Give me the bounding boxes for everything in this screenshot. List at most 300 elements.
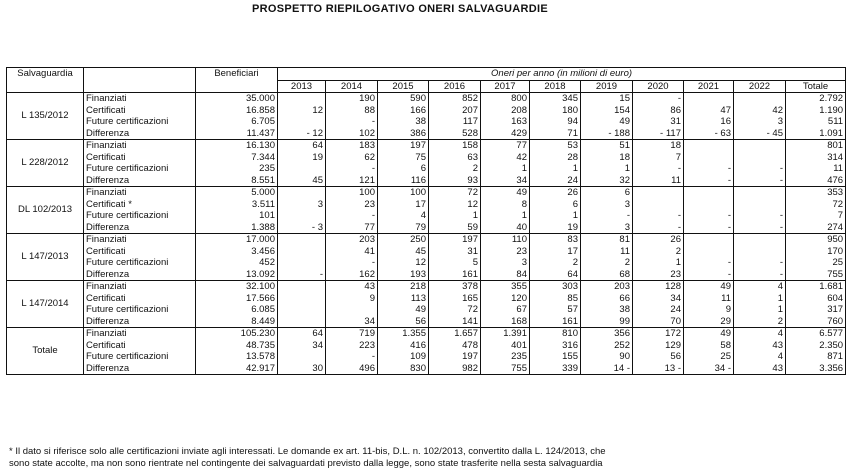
value-cell: 590	[378, 93, 429, 105]
value-cell: 43	[326, 281, 378, 293]
value-cell: 416	[378, 340, 429, 352]
value-cell: 6.577	[786, 328, 846, 340]
value-cell	[734, 234, 786, 246]
value-cell: 51	[581, 140, 633, 152]
beneficiari-cell: 8.449	[196, 316, 278, 328]
value-cell: 43	[734, 340, 786, 352]
value-cell: 120	[481, 293, 530, 305]
value-cell: 23	[633, 269, 684, 281]
value-cell: 476	[786, 175, 846, 187]
beneficiari-cell: 452	[196, 257, 278, 269]
value-cell: 2	[734, 316, 786, 328]
table-row	[7, 328, 846, 340]
table-row	[7, 163, 846, 175]
value-cell: 56	[378, 316, 429, 328]
value-cell: 801	[786, 140, 846, 152]
value-cell: 26	[530, 187, 581, 199]
row-category: Differenza	[84, 316, 196, 328]
value-cell: 34	[326, 316, 378, 328]
row-category: Certificati	[84, 152, 196, 164]
value-cell: 121	[326, 175, 378, 187]
value-cell	[278, 163, 326, 175]
value-cell: -	[326, 163, 378, 175]
value-cell: 70	[633, 316, 684, 328]
value-cell: 356	[581, 328, 633, 340]
value-cell: 34	[633, 293, 684, 305]
header-year-2018: 2018	[530, 80, 581, 93]
value-cell: 1	[481, 210, 530, 222]
table-row	[7, 175, 846, 187]
value-cell: 12	[429, 199, 481, 211]
value-cell: -	[684, 163, 734, 175]
value-cell: 128	[633, 281, 684, 293]
header-year-2013: 2013	[278, 80, 326, 93]
value-cell: -	[734, 175, 786, 187]
value-cell: 43	[734, 363, 786, 375]
value-cell: 72	[786, 199, 846, 211]
value-cell: 11	[684, 293, 734, 305]
value-cell: 93	[429, 175, 481, 187]
value-cell: 183	[326, 140, 378, 152]
value-cell: 2.350	[786, 340, 846, 352]
value-cell: 6	[581, 187, 633, 199]
value-cell: 18	[633, 140, 684, 152]
value-cell: 274	[786, 222, 846, 234]
table-row	[7, 140, 846, 152]
value-cell: 5	[429, 257, 481, 269]
value-cell: 429	[481, 128, 530, 140]
table-row	[7, 316, 846, 328]
value-cell	[734, 140, 786, 152]
value-cell: 66	[581, 293, 633, 305]
row-category: Differenza	[84, 128, 196, 140]
header-oneri	[278, 68, 846, 81]
row-category: Differenza	[84, 175, 196, 187]
value-cell: 102	[326, 128, 378, 140]
value-cell: 2	[581, 257, 633, 269]
table-body	[7, 68, 846, 375]
value-cell	[734, 246, 786, 258]
row-category: Future certificazioni	[84, 163, 196, 175]
value-cell: 1	[633, 257, 684, 269]
value-cell: 11	[786, 163, 846, 175]
value-cell: 2	[429, 163, 481, 175]
row-category: Certificati *	[84, 199, 196, 211]
value-cell: 19	[530, 222, 581, 234]
value-cell	[278, 234, 326, 246]
row-category: Finanziati	[84, 234, 196, 246]
value-cell: 58	[684, 340, 734, 352]
beneficiari-cell: 42.917	[196, 363, 278, 375]
beneficiari-cell: 17.000	[196, 234, 278, 246]
value-cell: 45	[278, 175, 326, 187]
value-cell: 1.657	[429, 328, 481, 340]
value-cell: 25	[684, 351, 734, 363]
value-cell: 17	[530, 246, 581, 258]
group-label: L 228/2012	[7, 140, 84, 187]
value-cell: 45	[378, 246, 429, 258]
header-year-totale: Totale	[786, 80, 846, 93]
value-cell: 49	[481, 187, 530, 199]
value-cell: 11	[633, 175, 684, 187]
value-cell: 3.356	[786, 363, 846, 375]
group-label: L 135/2012	[7, 93, 84, 140]
value-cell: 4	[734, 328, 786, 340]
value-cell: 852	[429, 93, 481, 105]
row-category: Certificati	[84, 340, 196, 352]
value-cell: 163	[481, 116, 530, 128]
value-cell: 1	[429, 210, 481, 222]
value-cell: 6	[378, 163, 429, 175]
value-cell: -	[734, 163, 786, 175]
value-cell: 49	[378, 304, 429, 316]
beneficiari-cell: 32.100	[196, 281, 278, 293]
value-cell: 30	[278, 363, 326, 375]
value-cell: 755	[481, 363, 530, 375]
value-cell: 317	[786, 304, 846, 316]
value-cell: 511	[786, 116, 846, 128]
row-category: Future certificazioni	[84, 304, 196, 316]
table-row	[7, 105, 846, 117]
value-cell: 203	[326, 234, 378, 246]
row-category: Future certificazioni	[84, 210, 196, 222]
value-cell: 180	[530, 105, 581, 117]
value-cell: 141	[429, 316, 481, 328]
table-row	[7, 210, 846, 222]
value-cell: 15	[581, 93, 633, 105]
value-cell: 250	[378, 234, 429, 246]
value-cell: 34	[481, 175, 530, 187]
value-cell: 23	[481, 246, 530, 258]
value-cell: - 63	[684, 128, 734, 140]
value-cell: 871	[786, 351, 846, 363]
value-cell: 75	[378, 152, 429, 164]
value-cell: 83	[530, 234, 581, 246]
value-cell: 99	[581, 316, 633, 328]
value-cell: 378	[429, 281, 481, 293]
value-cell: 110	[481, 234, 530, 246]
value-cell: 56	[633, 351, 684, 363]
header-row	[7, 68, 846, 81]
value-cell: - 3	[278, 222, 326, 234]
value-cell: -	[326, 351, 378, 363]
row-category: Finanziati	[84, 281, 196, 293]
value-cell: 604	[786, 293, 846, 305]
value-cell: 1	[734, 293, 786, 305]
value-cell: 197	[429, 351, 481, 363]
value-cell	[278, 187, 326, 199]
summary-table	[6, 67, 846, 375]
value-cell: 190	[326, 93, 378, 105]
beneficiari-cell: 235	[196, 163, 278, 175]
value-cell: 41	[326, 246, 378, 258]
value-cell: 79	[378, 222, 429, 234]
value-cell: - 117	[633, 128, 684, 140]
value-cell	[633, 199, 684, 211]
value-cell: 84	[481, 269, 530, 281]
value-cell: - 12	[278, 128, 326, 140]
value-cell: 982	[429, 363, 481, 375]
row-category: Future certificazioni	[84, 116, 196, 128]
row-category: Certificati	[84, 293, 196, 305]
value-cell: 38	[378, 116, 429, 128]
value-cell: 100	[378, 187, 429, 199]
table-row	[7, 116, 846, 128]
value-cell: 755	[786, 269, 846, 281]
row-category: Finanziati	[84, 140, 196, 152]
beneficiari-cell: 16.130	[196, 140, 278, 152]
header-oneri-label: Oneri per anno (in milioni di euro)	[491, 68, 633, 79]
value-cell: 3	[278, 199, 326, 211]
value-cell	[684, 234, 734, 246]
value-cell: 316	[530, 340, 581, 352]
value-cell: 353	[786, 187, 846, 199]
value-cell: 68	[581, 269, 633, 281]
value-cell: 26	[633, 234, 684, 246]
value-cell: -	[633, 163, 684, 175]
value-cell	[684, 152, 734, 164]
value-cell: 166	[378, 105, 429, 117]
value-cell: 235	[481, 351, 530, 363]
beneficiari-cell: 105.230	[196, 328, 278, 340]
beneficiari-cell: 5.000	[196, 187, 278, 199]
value-cell: 64	[278, 140, 326, 152]
value-cell	[278, 351, 326, 363]
value-cell: 117	[429, 116, 481, 128]
table-row	[7, 281, 846, 293]
beneficiari-cell: 7.344	[196, 152, 278, 164]
value-cell: 29	[684, 316, 734, 328]
value-cell: 25	[786, 257, 846, 269]
value-cell: 62	[326, 152, 378, 164]
row-category: Certificati	[84, 246, 196, 258]
header-year-2021: 2021	[684, 80, 734, 93]
value-cell	[684, 199, 734, 211]
value-cell: 355	[481, 281, 530, 293]
beneficiari-cell: 6.085	[196, 304, 278, 316]
value-cell: 528	[429, 128, 481, 140]
value-cell: 19	[278, 152, 326, 164]
value-cell: 1.190	[786, 105, 846, 117]
value-cell: -	[684, 210, 734, 222]
value-cell: 223	[326, 340, 378, 352]
value-cell: 72	[429, 187, 481, 199]
value-cell: 8	[481, 199, 530, 211]
value-cell: -	[684, 257, 734, 269]
value-cell: -	[684, 269, 734, 281]
table-row	[7, 269, 846, 281]
value-cell: 34	[278, 340, 326, 352]
beneficiari-cell: 35.000	[196, 93, 278, 105]
value-cell: 252	[581, 340, 633, 352]
footnote	[9, 446, 794, 470]
value-cell: 85	[530, 293, 581, 305]
value-cell: 3	[581, 199, 633, 211]
value-cell: 1	[530, 163, 581, 175]
value-cell: -	[633, 93, 684, 105]
beneficiari-cell: 16.858	[196, 105, 278, 117]
value-cell: 208	[481, 105, 530, 117]
value-cell: 18	[581, 152, 633, 164]
value-cell: 67	[481, 304, 530, 316]
value-cell: 94	[530, 116, 581, 128]
header-year-2016: 2016	[429, 80, 481, 93]
footnote-line-2: sono state accolte, ma non sono rientrate nel contingente dei salvaguardati previsto dalla legge, sono state trasferite nella sesta salvaguardia	[9, 458, 603, 469]
value-cell	[278, 246, 326, 258]
value-cell: 1	[530, 210, 581, 222]
value-cell: 950	[786, 234, 846, 246]
value-cell: 218	[378, 281, 429, 293]
value-cell: 207	[429, 105, 481, 117]
value-cell: -	[684, 222, 734, 234]
beneficiari-cell: 3.456	[196, 246, 278, 258]
value-cell: 88	[326, 105, 378, 117]
value-cell: 31	[633, 116, 684, 128]
value-cell: 161	[530, 316, 581, 328]
value-cell: 64	[278, 328, 326, 340]
table-row	[7, 257, 846, 269]
value-cell: 113	[378, 293, 429, 305]
value-cell: 38	[581, 304, 633, 316]
table-row	[7, 351, 846, 363]
value-cell: 63	[429, 152, 481, 164]
value-cell: -	[326, 210, 378, 222]
footnote-line-1: * Il dato si riferisce solo alle certificazioni inviate agli interessati. Le domande ex art. 11-bis, D.L. n. 102/2013, convertito dalla L. 124/2013, che	[9, 446, 606, 457]
value-cell: - 188	[581, 128, 633, 140]
value-cell: 4	[378, 210, 429, 222]
value-cell: 72	[429, 304, 481, 316]
group-label: Totale	[7, 328, 84, 375]
value-cell: 129	[633, 340, 684, 352]
value-cell: 32	[581, 175, 633, 187]
header-salvaguardia: Salvaguardia	[7, 68, 84, 93]
value-cell: 49	[684, 281, 734, 293]
table-row	[7, 246, 846, 258]
group-label: DL 102/2013	[7, 187, 84, 234]
value-cell: 24	[530, 175, 581, 187]
value-cell: 303	[530, 281, 581, 293]
value-cell: 172	[633, 328, 684, 340]
value-cell: 386	[378, 128, 429, 140]
value-cell: 77	[326, 222, 378, 234]
value-cell: 2	[633, 246, 684, 258]
beneficiari-cell: 13.092	[196, 269, 278, 281]
row-category: Future certificazioni	[84, 257, 196, 269]
row-category: Differenza	[84, 363, 196, 375]
value-cell: 1	[734, 304, 786, 316]
value-cell: 12	[278, 105, 326, 117]
value-cell: -	[326, 257, 378, 269]
value-cell: -	[734, 222, 786, 234]
value-cell: 100	[326, 187, 378, 199]
beneficiari-cell: 3.511	[196, 199, 278, 211]
value-cell: 810	[530, 328, 581, 340]
value-cell: 6	[530, 199, 581, 211]
value-cell: 1.355	[378, 328, 429, 340]
value-cell: 116	[378, 175, 429, 187]
value-cell	[278, 257, 326, 269]
value-cell: 23	[326, 199, 378, 211]
value-cell: -	[684, 175, 734, 187]
header-year-2022: 2022	[734, 80, 786, 93]
value-cell: -	[633, 222, 684, 234]
value-cell: 34 -	[684, 363, 734, 375]
value-cell	[278, 281, 326, 293]
value-cell: 57	[530, 304, 581, 316]
value-cell	[734, 199, 786, 211]
value-cell	[278, 293, 326, 305]
header-year-2017: 2017	[481, 80, 530, 93]
value-cell: 12	[378, 257, 429, 269]
value-cell	[684, 93, 734, 105]
value-cell: 7	[786, 210, 846, 222]
value-cell: 155	[530, 351, 581, 363]
value-cell: -	[278, 269, 326, 281]
header-blank	[84, 68, 196, 93]
value-cell: 49	[581, 116, 633, 128]
header-year-2020: 2020	[633, 80, 684, 93]
value-cell	[684, 246, 734, 258]
page-title: PROSPETTO RIEPILOGATIVO ONERI SALVAGUARDIE	[252, 3, 548, 15]
row-category: Differenza	[84, 269, 196, 281]
value-cell: 339	[530, 363, 581, 375]
beneficiari-cell: 11.437	[196, 128, 278, 140]
group-label: L 147/2013	[7, 234, 84, 281]
beneficiari-cell: 17.566	[196, 293, 278, 305]
value-cell: 197	[429, 234, 481, 246]
value-cell: 1.091	[786, 128, 846, 140]
value-cell: -	[734, 257, 786, 269]
value-cell: 4	[734, 281, 786, 293]
value-cell	[278, 93, 326, 105]
table-row	[7, 187, 846, 199]
value-cell: 314	[786, 152, 846, 164]
header-year-2015: 2015	[378, 80, 429, 93]
value-cell: 1.681	[786, 281, 846, 293]
value-cell: 161	[429, 269, 481, 281]
table-row	[7, 293, 846, 305]
value-cell: 77	[481, 140, 530, 152]
value-cell: 14 -	[581, 363, 633, 375]
table-row	[7, 128, 846, 140]
beneficiari-cell: 48.735	[196, 340, 278, 352]
value-cell: 496	[326, 363, 378, 375]
value-cell: 53	[530, 140, 581, 152]
value-cell	[734, 187, 786, 199]
value-cell: 9	[326, 293, 378, 305]
value-cell: -	[734, 210, 786, 222]
value-cell: 81	[581, 234, 633, 246]
value-cell: 3	[734, 116, 786, 128]
value-cell: 203	[581, 281, 633, 293]
value-cell: 800	[481, 93, 530, 105]
value-cell: 345	[530, 93, 581, 105]
value-cell: 13 -	[633, 363, 684, 375]
value-cell: 71	[530, 128, 581, 140]
value-cell: -	[326, 116, 378, 128]
value-cell: 3	[481, 257, 530, 269]
value-cell: 40	[481, 222, 530, 234]
row-category: Finanziati	[84, 93, 196, 105]
value-cell: 719	[326, 328, 378, 340]
value-cell	[278, 210, 326, 222]
value-cell	[326, 304, 378, 316]
value-cell: 158	[429, 140, 481, 152]
value-cell: 830	[378, 363, 429, 375]
value-cell: -	[581, 210, 633, 222]
table-row	[7, 93, 846, 105]
value-cell	[734, 152, 786, 164]
